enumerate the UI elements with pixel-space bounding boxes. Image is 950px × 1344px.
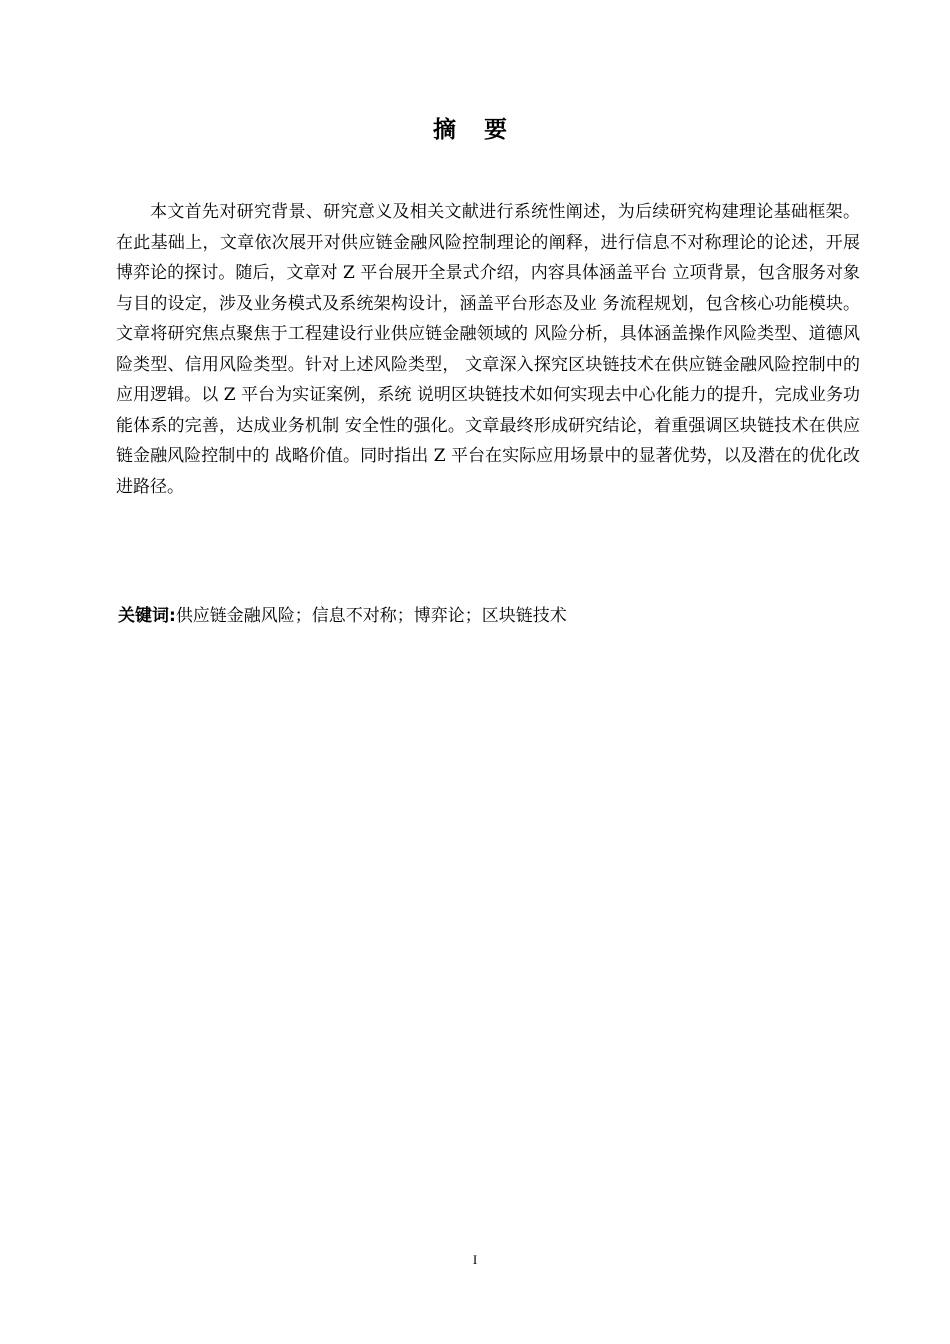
keywords-line <box>118 602 858 630</box>
page-title: 摘 要 <box>432 117 517 143</box>
keywords-text: 供应链金融风险；信息不对称；博弈论；区块链技术 <box>175 606 567 626</box>
abstract-paragraph: 本文首先对研究背景、研究意义及相关文献进行系统性阐述，为后续研究构建理论基础框架。在此基础上，文章依次展开对供应链金融风险控制理论的阐释，进行信息不对称理论的论述，开展博弈论的探讨。随后，文章对 Z 平台展开全景式介绍，内容具体涵盖平台 立项背景，包含服务对象与目的设定，涉及业务模式及系统架构设计，涵盖平台形态及业 务流程规划，包含核心功能模块。文章将研究焦点聚焦于工程建设行业供应链金融领域的 风险分析，具体涵盖操作风险类型、道德风险类型、信用风险类型。针对上述风险类型， 文章深入探究区块链技术在供应链金融风险控制中的应用逻辑。以 Z 平台为实证案例，系统 说明区块链技术如何实现去中心化能力的提升，完成业务功能体系的完善，达成业务机制 安全性的强化。文章最终形成研究结论，着重强调区块链技术在供应链金融风险控制中的 战略价值。同时指出 Z 平台在实际应用场景中的显著优势，以及潜在的优化改进路径。 <box>116 202 860 497</box>
keywords-label: 关键词: <box>118 606 176 626</box>
page-number: I <box>472 1252 478 1267</box>
